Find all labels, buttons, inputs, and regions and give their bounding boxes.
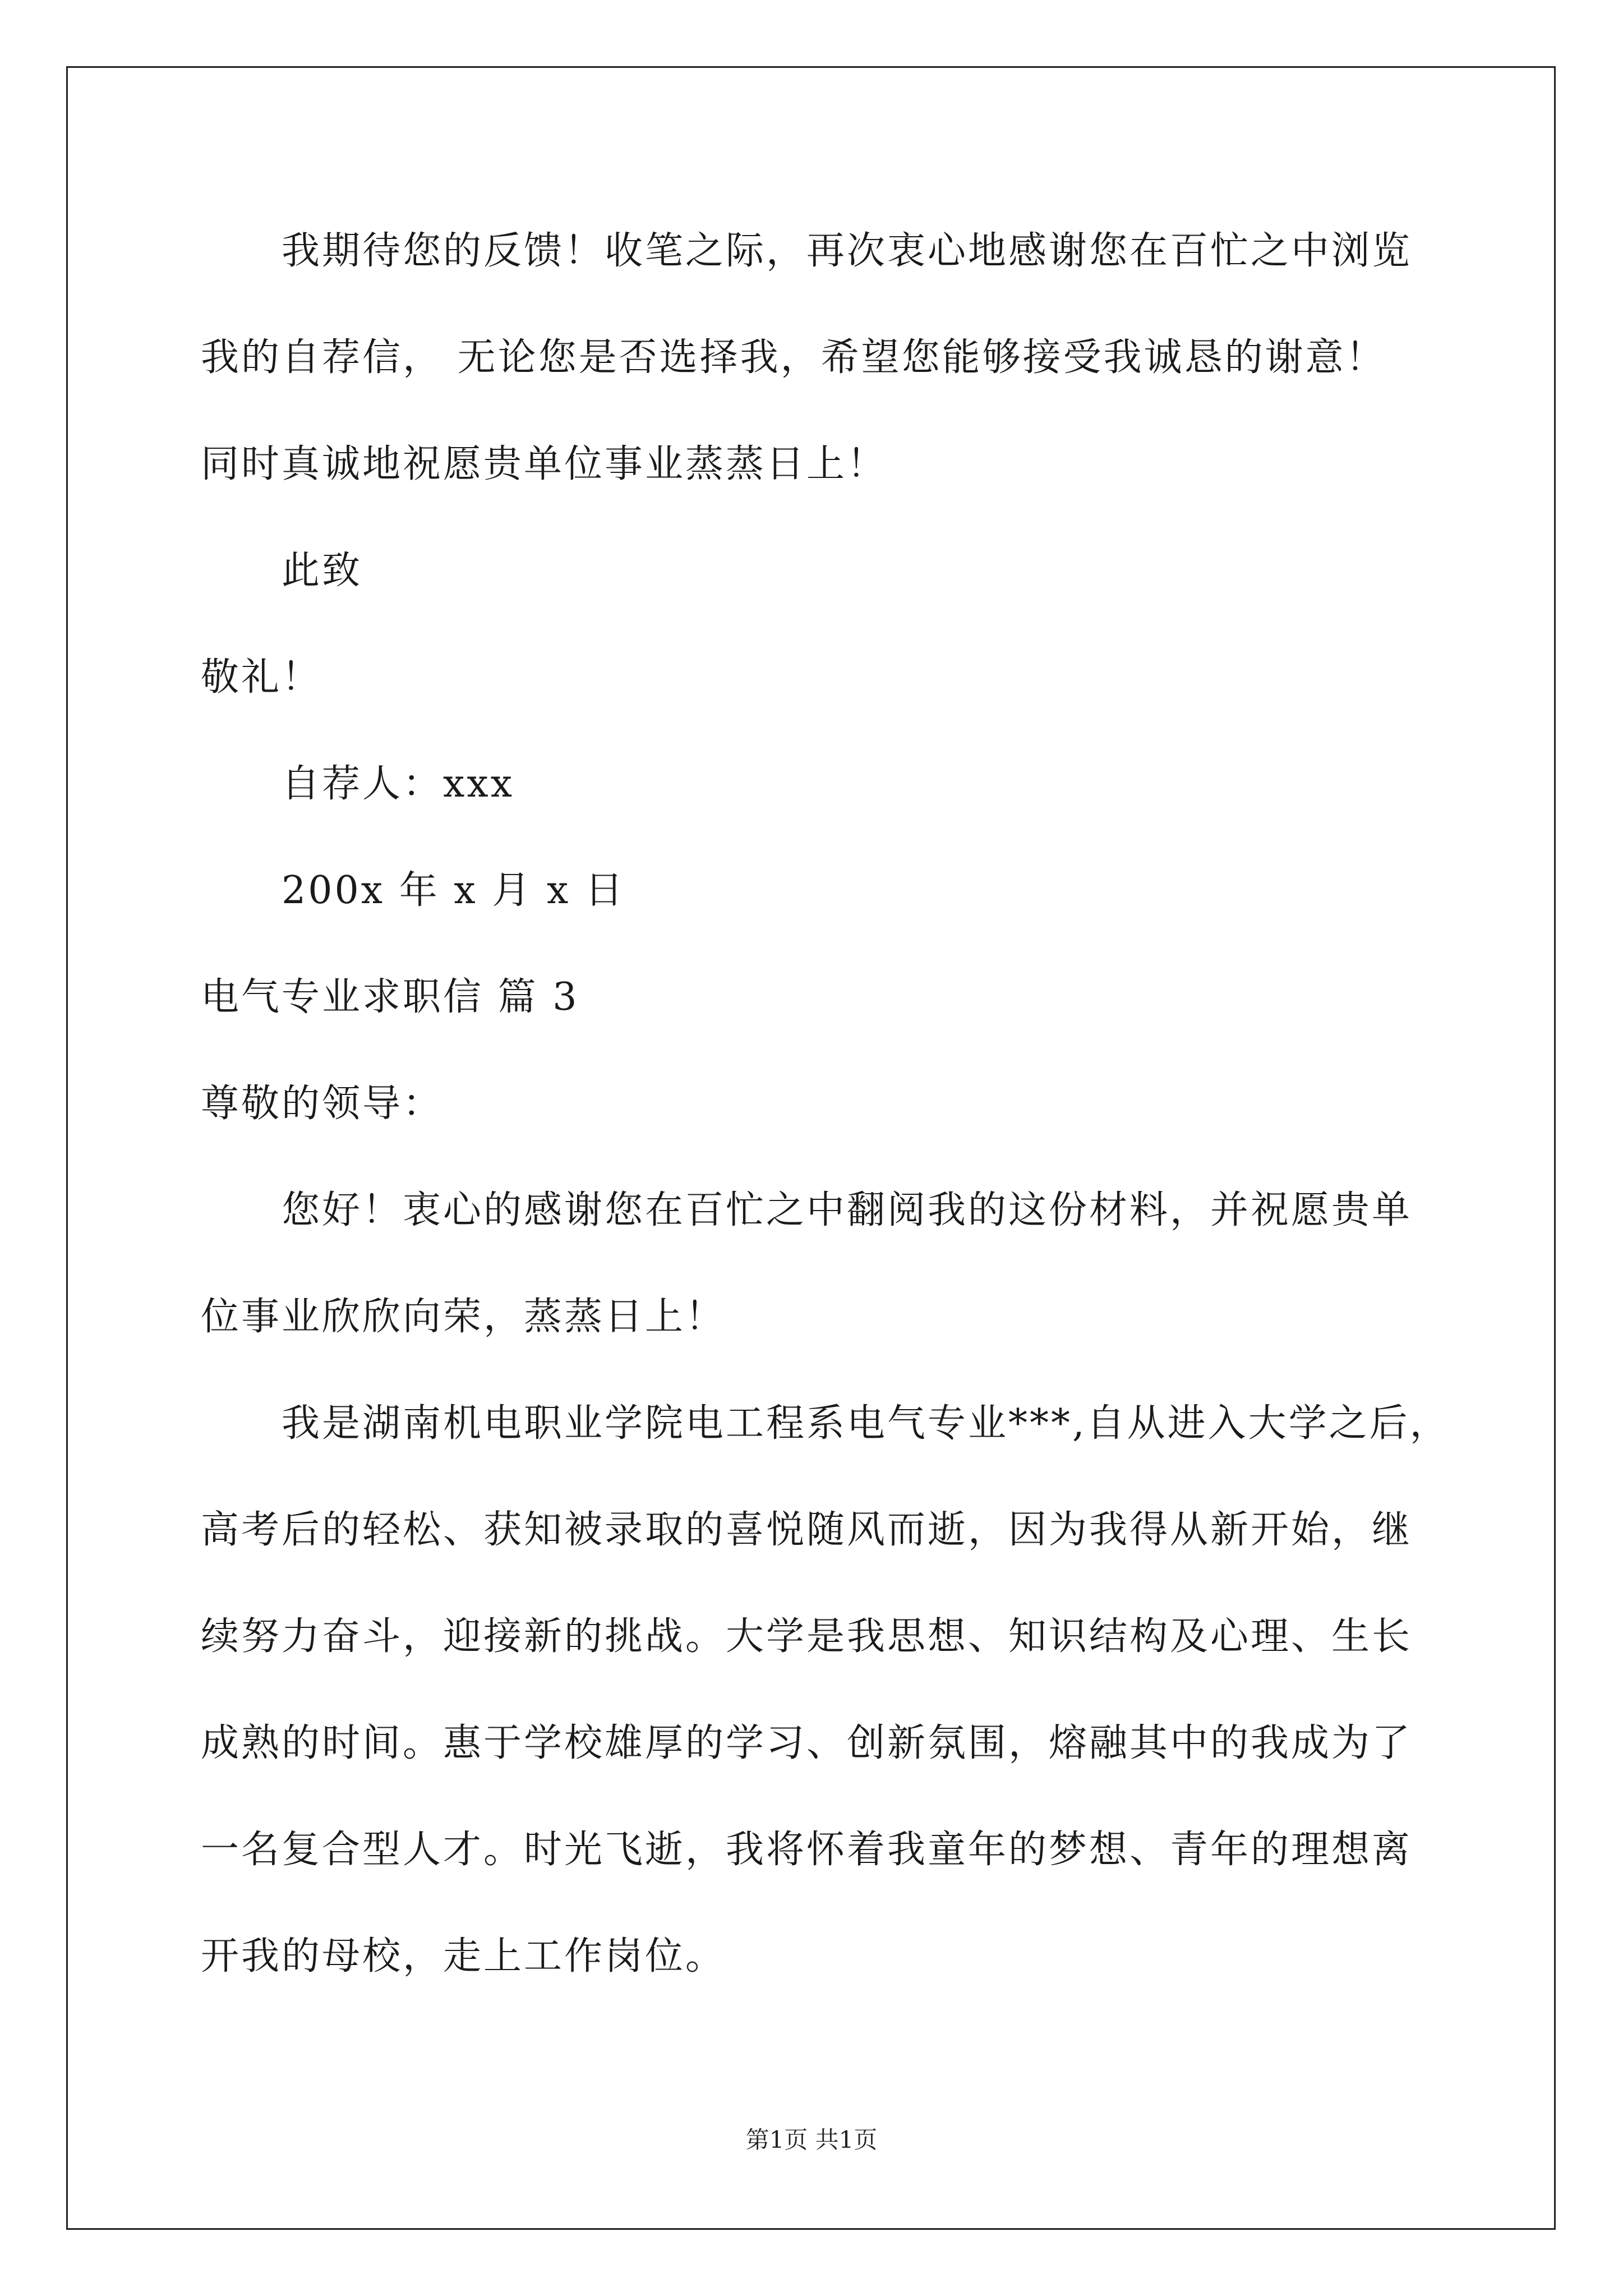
text-line-17: 开我的母校，走上工作岗位。 <box>201 1934 726 1978</box>
text-line-2: 我的自荐信， 无论您是否选择我，希望您能够接受我诚恳的谢意！ <box>201 335 1386 380</box>
greeting-line: 尊敬的领导： <box>201 1082 444 1126</box>
closing-salutation: 此致 <box>282 549 363 593</box>
text-line-16: 一名复合型人才。时光飞逝，我将怀着我童年的梦想、青年的理想离 <box>201 1828 1413 1872</box>
page-footer: 第1页 共1页 <box>745 2126 878 2154</box>
section-heading: 电气专业求职信 篇 3 <box>201 975 579 1019</box>
text-line-10: 您好！衷心的感谢您在百忙之中翻阅我的这份材料，并祝愿贵单 <box>282 1188 1413 1232</box>
date-line: 200x 年 x 月 x 日 <box>282 868 625 913</box>
text-line-11: 位事业欣欣向荣，蒸蒸日上！ <box>201 1295 726 1339</box>
text-line-13: 高考后的轻松、获知被录取的喜悦随风而逝，因为我得从新开始，继 <box>201 1508 1413 1552</box>
page-border <box>66 66 1556 2230</box>
signature-line: 自荐人：xxx <box>282 762 515 806</box>
text-line-12: 我是湖南机电职业学院电工程系电气专业***,自从进入大学之后， <box>282 1401 1450 1446</box>
text-line-1: 我期待您的反馈！收笔之际，再次衷心地感谢您在百忙之中浏览 <box>282 229 1413 273</box>
text-line-3: 同时真诚地祝愿贵单位事业蒸蒸日上！ <box>201 442 888 486</box>
closing-regards: 敬礼！ <box>201 655 322 700</box>
text-line-14: 续努力奋斗，迎接新的挑战。大学是我思想、知识结构及心理、生长 <box>201 1614 1413 1659</box>
text-line-15: 成熟的时间。惠于学校雄厚的学习、创新氛围，熔融其中的我成为了 <box>201 1721 1413 1765</box>
